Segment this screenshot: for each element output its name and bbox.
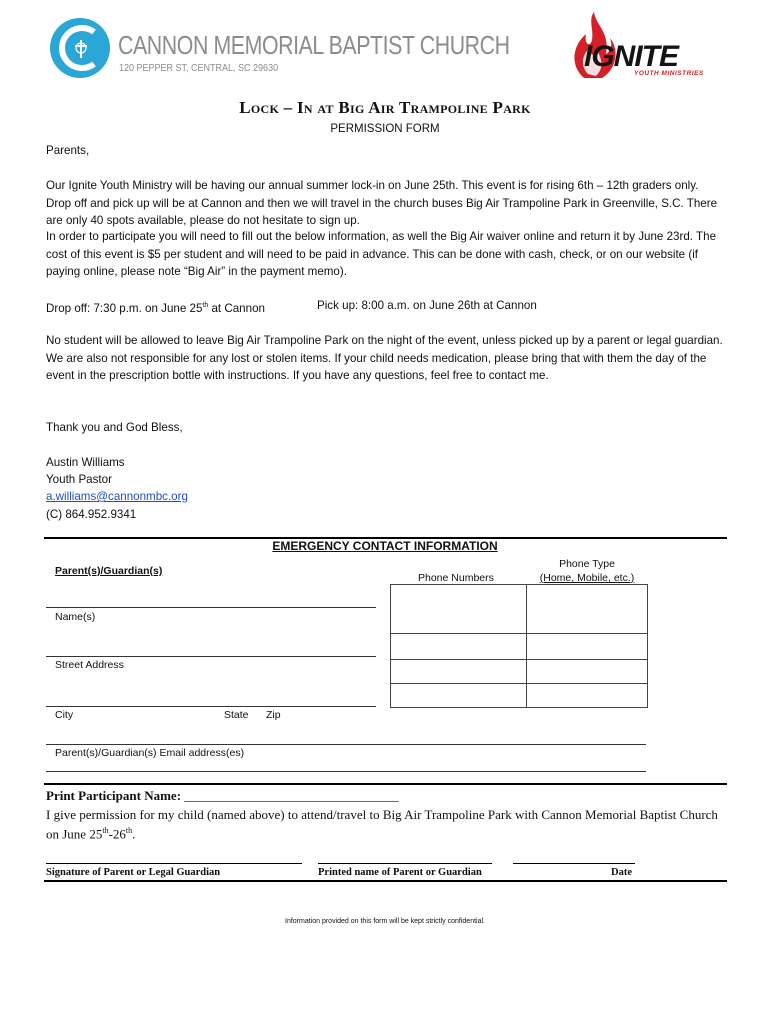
phone-type-hint: (Home, Mobile, etc.) — [539, 572, 635, 584]
phone-table-divider — [526, 585, 527, 707]
permission-statement: I give permission for my child (named above) to attend/travel to Big Air Trampoline Park with Cannon Memorial Baptist Church on June 25th-26th. — [46, 807, 718, 842]
church-name: CANNON MEMORIAL BAPTIST CHURCH — [118, 30, 510, 60]
printed-name-line[interactable] — [318, 863, 492, 864]
dropoff-info: Drop off: 7:30 p.m. on June 25th at Cannon — [46, 301, 265, 315]
phone-table — [390, 584, 648, 708]
names-line[interactable] — [46, 607, 376, 608]
phone-table-row-line — [391, 659, 647, 660]
church-logo — [50, 18, 110, 78]
emergency-section-title: EMERGENCY CONTACT INFORMATION — [272, 539, 498, 553]
state-label: State — [224, 709, 249, 721]
signature-phone: (C) 864.952.9341 — [46, 508, 137, 521]
signature-name: Austin Williams — [46, 456, 125, 469]
pickup-info: Pick up: 8:00 a.m. on June 26th at Cannon — [317, 299, 537, 312]
signature-line[interactable] — [46, 863, 302, 864]
phone-table-row-line — [391, 633, 647, 634]
phone-type-label: Phone Type — [559, 558, 615, 570]
participant-name-line[interactable]: _________________________________ — [184, 788, 399, 803]
participant-name-field[interactable] — [46, 788, 399, 804]
ignite-logo-subtext: YOUTH MINISTRIES — [634, 70, 704, 77]
letter-paragraph-2: In order to participate you will need to fill out the below information, as well the Big Air waiver online and return it by June 23rd. The cost of this event is $5 per student and will need to be paid in advance. This can be done with cash, check, or on our website (if paying online, please note “Big Air” in the payment memo). — [46, 230, 717, 278]
section-divider — [44, 783, 727, 785]
participant-name-label: Print Participant Name: — [46, 788, 185, 803]
names-label: Name(s) — [55, 611, 96, 623]
zip-label: Zip — [266, 709, 281, 721]
church-logo-icon — [50, 18, 110, 78]
city-state-zip-line[interactable] — [46, 706, 376, 707]
page-title: Lock – In at Big Air Trampoline Park — [239, 98, 531, 117]
section-divider — [44, 880, 727, 882]
letter-salutation: Parents, — [46, 144, 90, 157]
phone-table-row-line — [391, 683, 647, 684]
date-line[interactable] — [513, 863, 635, 864]
confidentiality-note: Information provided on this form will be kept strictly confidential. — [285, 918, 485, 925]
page-subtitle: PERMISSION FORM — [330, 123, 440, 135]
letter-closing: Thank you and God Bless, — [46, 421, 183, 434]
street-address-line[interactable] — [46, 656, 376, 657]
letter-paragraph-1: Our Ignite Youth Ministry will be having our annual summer lock-in on June 25th. This event is for rising 6th – 12th graders only. Drop off and pick up will be at Cannon and then we will travel in the church buses Big Air Trampoline Park in Greenville, S.C. There are only 40 spots available, please do not hesitate to sign up. — [46, 179, 718, 227]
signature-label: Signature of Parent or Legal Guardian — [46, 867, 221, 878]
signature-email-wrap — [46, 488, 726, 506]
parents-guardians-label: Parent(s)/Guardian(s) — [55, 565, 163, 577]
signature-title: Youth Pastor — [46, 473, 112, 486]
letter-paragraph-3: No student will be allowed to leave Big Air Trampoline Park on the night of the event, unless picked up by a parent or legal guardian. We are also not responsible for any lost or stolen items. If your child needs medication, please bring that with them the day of the event in the prescription bottle with instructions. If you have any questions, feel free to contact me. — [46, 334, 723, 382]
ignite-logo-text: IGNITE — [584, 40, 679, 73]
phone-numbers-label: Phone Numbers — [418, 572, 494, 584]
printed-name-label: Printed name of Parent or Guardian — [318, 867, 482, 878]
church-address: 120 PEPPER ST, CENTRAL, SC 29630 — [119, 63, 279, 74]
signature-email-link[interactable]: a.williams@cannonmbc.org — [46, 490, 188, 503]
email-line-2[interactable] — [46, 771, 646, 772]
email-line-1[interactable] — [46, 744, 646, 745]
email-label: Parent(s)/Guardian(s) Email address(es) — [55, 747, 245, 759]
street-address-label: Street Address — [55, 659, 124, 671]
date-label: Date — [611, 867, 632, 878]
city-label: City — [55, 709, 74, 721]
